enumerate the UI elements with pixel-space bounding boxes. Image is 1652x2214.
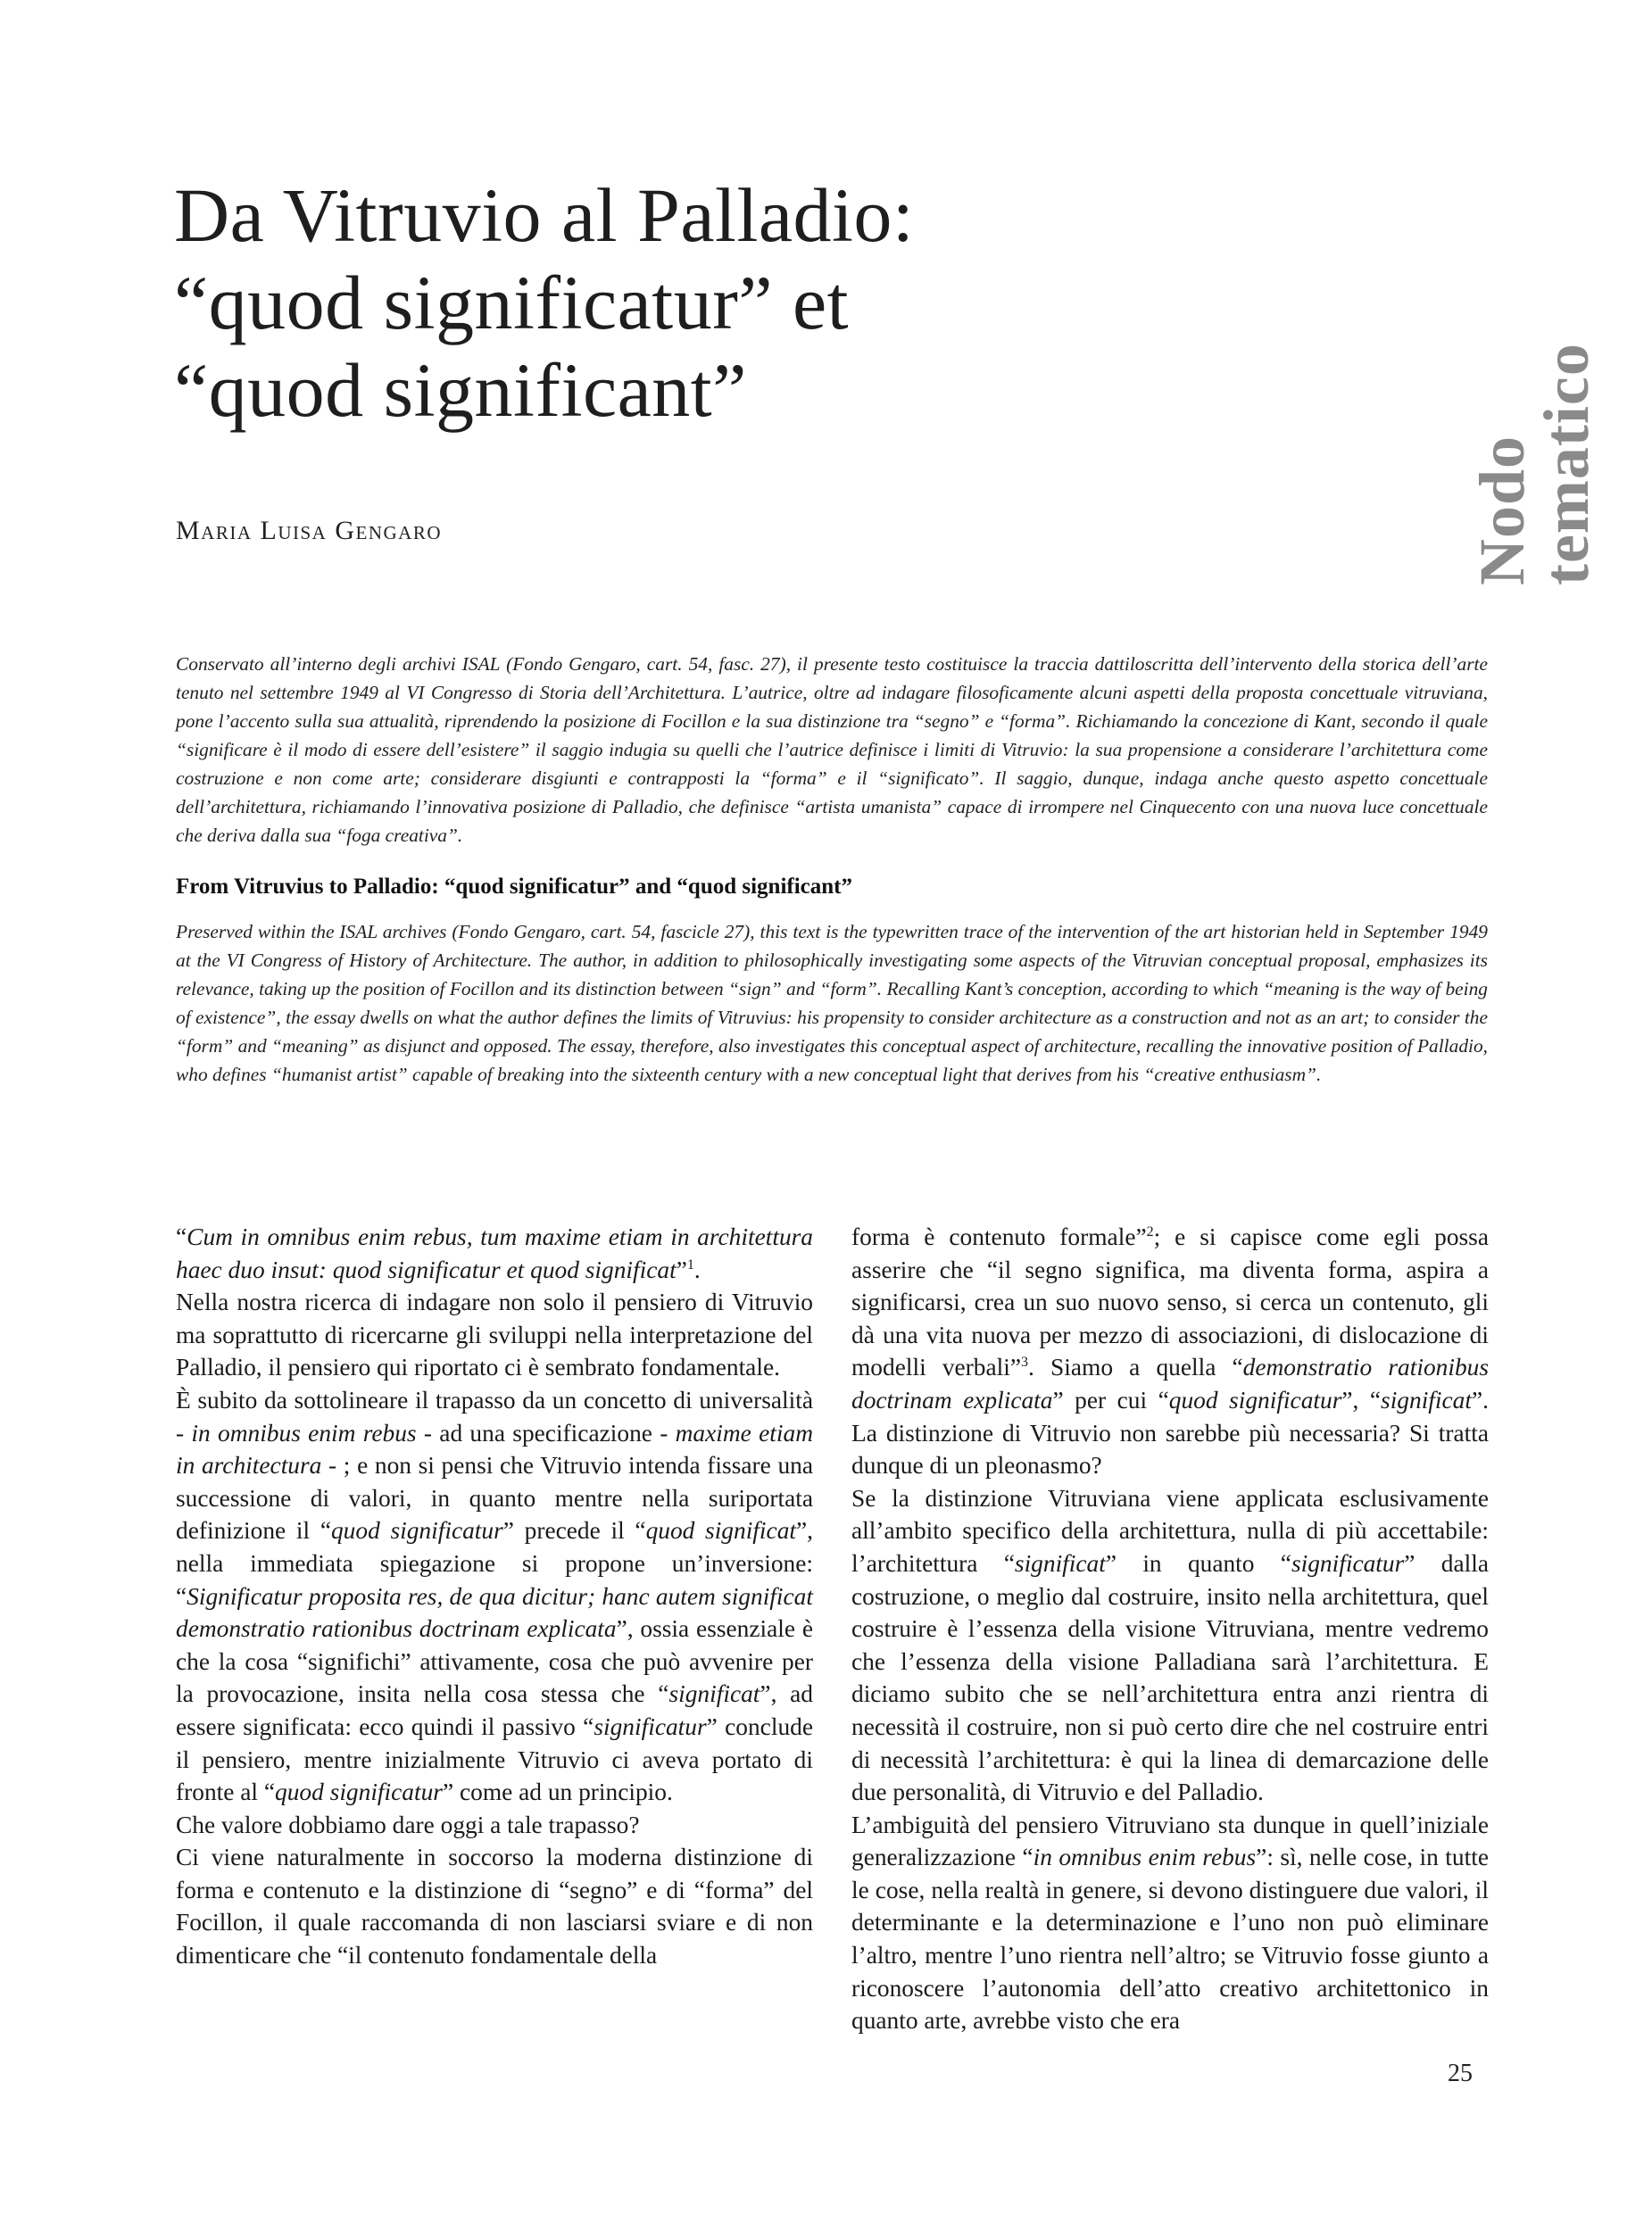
paragraph: Nella nostra ricerca di indagare non solo il pensiero di Vitruvio ma soprattutto di ricercarne gli sviluppi nella interpretazione del Palladio, il pensiero qui riportato ci è sembrato fondamentale.: [176, 1289, 813, 1381]
footnote-ref: 2: [1146, 1223, 1154, 1240]
abstract-english: Preserved within the ISAL archives (Fondo Gengaro, cart. 54, fascicle 27), this text is the typewritten trace of the intervention of the art historian held in September 1949 at the VI Congress of History of Architecture. The author, in addition to philosophically investigating some aspects of the Vitruvian conceptual proposal, emphasizes its relevance, taking up the position of Focillon and its distinction between “sign” and “form”. Recalling Kant’s conception, according to which “meaning is the way of being of existence”, the essay dwells on what the author defines the limits of Vitruvius: his propensity to consider architecture as a construction and not as an art; to consider the “form” and “meaning” as disjunct and opposed. The essay, therefore, also investigates this conceptual aspect of architecture, recalling the innovative position of Palladio, who defines “humanist artist” capable of breaking into the sixteenth century with a new conceptual light that derives from his “creative enthusiasm”.: [176, 921, 1488, 1085]
title-line-1: Da Vitruvio al Palladio:: [174, 172, 915, 258]
footnote-ref: 1: [686, 1256, 694, 1273]
section-side-label: Nodo tematico: [1466, 343, 1602, 585]
abstract-italian: Conservato all’interno degli archivi ISAL (Fondo Gengaro, cart. 54, fasc. 27), il presente testo costituisce la traccia dattiloscritta dell’intervento della storica dell’arte tenuto nel settembre 1949 al VI Congresso di Storia dell’Architettura. L’autrice, oltre ad indagare filosoficamente alcuni aspetti della proposta concettuale vitruviana, pone l’accento sulla sua attualità, riprendendo la posizione di Focillon e la sua distinzione tra “segno” e “forma”. Richiamando la concezione di Kant, secondo il quale “significare è il modo di essere dell’esistere” il saggio indugia su quelli che l’autrice definisce i limiti di Vitruvio: la sua propensione a considerare l’architettura come costruzione e non come arte; considerare disgiunti e contrapposti la “forma” e il “significato”. Il saggio, dunque, indaga anche questo aspetto concettuale dell’architettura, richiamando l’innovativa posizione di Palladio, che definisce “artista umanista” capace di irrompere nel Cinquecento con una nuova luce concettuale che deriva dalla sua “foga creativa”.: [176, 653, 1488, 846]
article-title: [174, 171, 1513, 434]
author-name: Maria Luisa Gengaro: [176, 516, 442, 545]
english-title: From Vitruvius to Palladio: “quod significatur” and “quod significant”: [176, 875, 852, 899]
paragraph: Se la distinzione Vitruviana viene applicata esclusivamente all’ambito specifico della architettura, nulla di più accettabile: l’architettura “significat” in quanto “significatur” dalla costruzione, o meglio dal costruire, insito nella architettura, quel costruire è l’essenza della visione Vitruviana, mentre vedremo che l’essenza della visione Palladiana sarà l’architettura. E diciamo subito che se nell’architettura entra anzi rientra di necessità il costruire, non si può certo dire che nel costruire entri di necessità l’architettura: è qui la linea di demarcazione delle due personalità, di Vitruvio e del Palladio.: [851, 1484, 1489, 1806]
footnote-ref: 3: [1021, 1355, 1029, 1371]
body-column-right: [851, 1221, 1489, 2037]
paragraph: È subito da sottolineare il trapasso da un concetto di universalità - in omnibus enim rebus - ad una specificazione - maxime etiam in architectura - ; e non si pensi che Vitruvio intenda fissare una successione di valori, in quanto mentre nella suriportata definizione il “quod significatur” precede il “quod significat”, nella immediata spiegazione si propone un’inversione: “Significatur proposita res, de qua dicitur; hanc autem significat demonstratio rationibus doctrinam explicata”, ossia essenziale è che la cosa “significhi” attivamente, cosa che può avvenire per la provocazione, insita nella cosa stessa che “significat”, ad essere significata: ecco quindi il passivo “significatur” conclude il pensiero, mentre inizialmente Vitruvio ci aveva portato di fronte al “quod significatur” come ad un principio.: [176, 1386, 814, 1806]
latin-quote: Cum in omnibus enim rebus, tum maxime etiam in architettura haec duo insut: quod significatur et quod significat: [176, 1223, 813, 1283]
paragraph: forma è contenuto formale”$^2$; e si capisce come egli possa asserire che “il segno significa, ma diventa forma, aspira a significarsi, crea un suo nuovo senso, si cerca un contenuto, gli dà una vita nuova per mezzo di associazioni, di dislocazione di modelli verbali”$^3$. Siamo a quella “demonstratio rationibus doctrinam explicata” per cui “quod significatur”, “significat”. La distinzione di Vitruvio non sarebbe più necessaria? Si tratta dunque di un pleonasmo?: [851, 1223, 1489, 1480]
body-column-left: [176, 1221, 813, 1972]
title-line-3: “quod significant”: [174, 347, 747, 433]
title-line-2: “quod significatur” et: [174, 260, 850, 345]
paragraph: Che valore dobbiamo dare oggi a tale trapasso?: [176, 1811, 640, 1838]
page-number: 25: [1448, 2060, 1473, 2087]
paragraph: L’ambiguità del pensiero Vitruviano sta dunque in quell’iniziale generalizzazione “in omnibus enim rebus”: sì, nelle cose, in tutte le cose, nella realtà in genere, si devono distinguere due valori, il determinante e la determinazione e l’uno non può eliminare l’altro, mentre l’uno rientra nell’altro; se Vitruvio fosse giunto a riconoscere l’autonomia dell’atto creativo architettonico in quanto arte, avrebbe visto che era: [851, 1811, 1489, 2035]
paragraph: Ci viene naturalmente in soccorso la moderna distinzione di forma e contenuto e la distinzione di “segno” e di “forma” del Focillon, il quale raccomanda di non lasciarsi sviare e di non dimenticare che “il contenuto fondamentale della: [176, 1844, 813, 1969]
paragraph: “Cum in omnibus enim rebus, tum maxime etiam in architettura haec duo insut: quod significatur et quod significat”$^1$.: [176, 1223, 813, 1283]
